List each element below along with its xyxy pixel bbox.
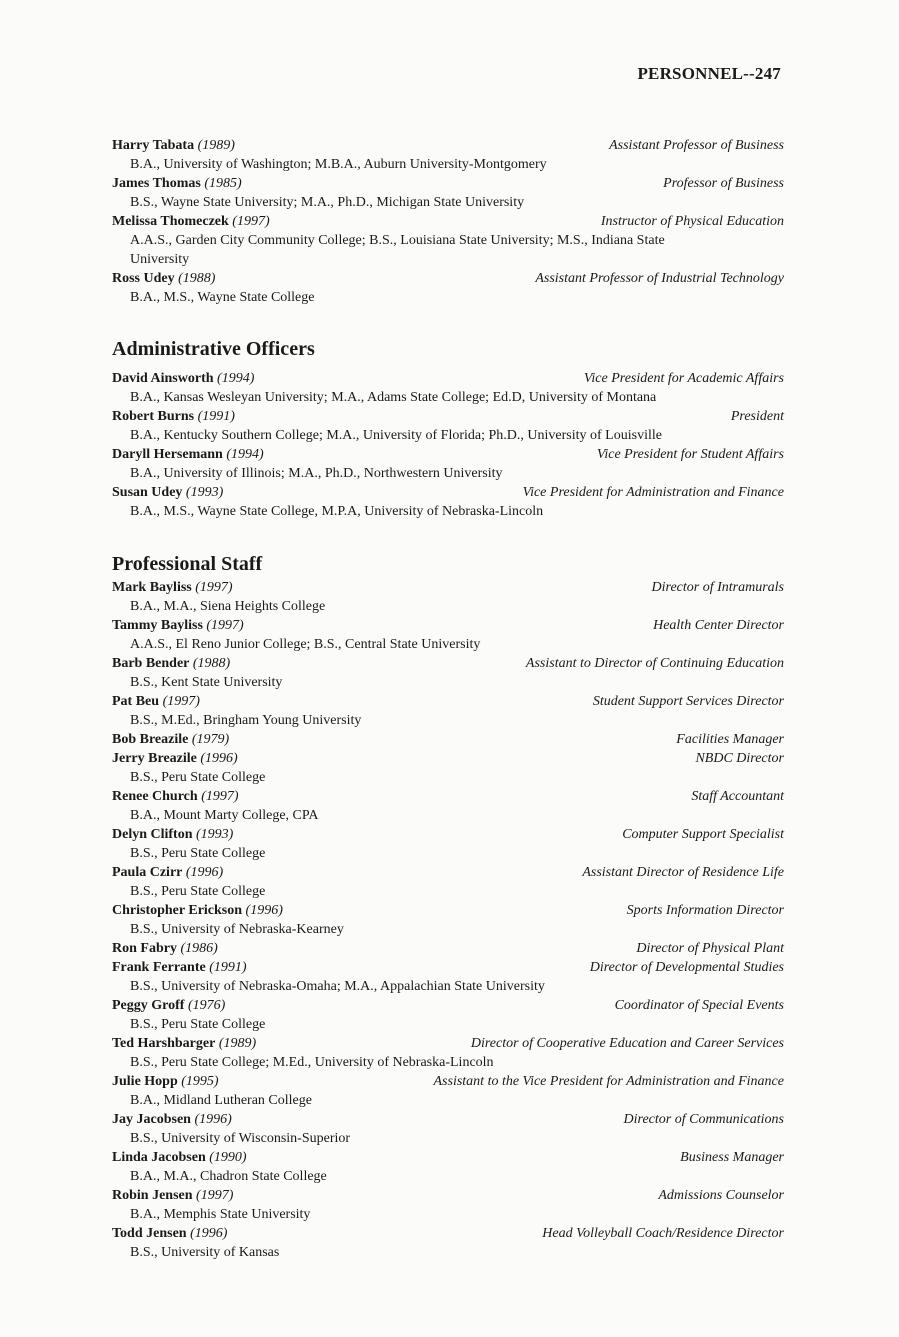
person-entry xyxy=(112,212,784,269)
person-title: Assistant Professor of Business xyxy=(609,138,784,153)
person-name: Julie Hopp xyxy=(112,1074,178,1089)
person-name-year xyxy=(112,730,229,749)
person-title: Student Support Services Director xyxy=(592,694,784,709)
person-name-year xyxy=(112,939,218,958)
administrative-officers-section xyxy=(112,338,784,521)
entry-list xyxy=(112,578,784,1262)
person-row xyxy=(112,445,784,464)
person-degrees: B.A., Mount Marty College, CPA xyxy=(130,808,319,823)
person-degrees: B.A., Midland Lutheran College xyxy=(130,1093,312,1108)
person-title: Director of Physical Plant xyxy=(636,941,784,956)
person-degrees: University xyxy=(130,252,190,267)
person-year: (1990) xyxy=(209,1150,247,1165)
person-name-year xyxy=(112,616,244,635)
person-entry xyxy=(112,863,784,901)
person-row xyxy=(112,616,784,635)
faculty-continued-list xyxy=(112,136,784,307)
person-row xyxy=(112,369,784,388)
entry-list xyxy=(112,369,784,521)
person-entry xyxy=(112,749,784,787)
person-row xyxy=(112,1110,784,1129)
person-degrees: B.A., Memphis State University xyxy=(130,1207,311,1222)
person-row xyxy=(112,901,784,920)
person-year: (1996) xyxy=(185,865,224,880)
person-year: (1989) xyxy=(218,1036,257,1051)
person-year: (1997) xyxy=(232,214,270,229)
person-row xyxy=(112,136,784,155)
person-entry xyxy=(112,1110,784,1148)
person-entry xyxy=(112,901,784,939)
person-name: Frank Ferrante xyxy=(112,960,206,975)
person-title: Assistant to Director of Continuing Education xyxy=(525,656,784,671)
section-heading: Professional Staff xyxy=(112,553,263,575)
person-entry xyxy=(112,730,784,749)
person-degrees: B.A., Kansas Wesleyan University; M.A., Adams State College; Ed.D, University of Montana xyxy=(130,390,657,405)
person-year: (1996) xyxy=(190,1226,228,1241)
person-row xyxy=(112,749,784,768)
person-title: Instructor of Physical Education xyxy=(600,214,784,229)
person-name: Paula Czirr xyxy=(112,865,183,880)
person-entry xyxy=(112,692,784,730)
person-row xyxy=(112,654,784,673)
person-name-year xyxy=(112,958,247,977)
person-entry xyxy=(112,1072,784,1110)
person-row xyxy=(112,407,784,426)
person-title: Staff Accountant xyxy=(691,789,784,804)
person-degrees: A.A.S., Garden City Community College; B.S., Louisiana State University; M.S., Indiana State xyxy=(130,233,665,248)
person-year: (1991) xyxy=(209,960,247,975)
person-year: (1996) xyxy=(245,903,283,918)
person-title: Professor of Business xyxy=(663,176,784,191)
section-heading: Administrative Officers xyxy=(112,338,315,360)
person-name-year xyxy=(112,863,223,882)
person-title: Vice President for Academic Affairs xyxy=(583,371,784,386)
person-name-year xyxy=(112,901,283,920)
person-entry xyxy=(112,407,784,445)
person-name-year xyxy=(112,578,233,597)
person-title: Director of Developmental Studies xyxy=(589,960,784,975)
person-year: (1979) xyxy=(191,732,230,747)
person-title: Vice President for Administration and Finance xyxy=(522,485,784,500)
person-row xyxy=(112,1186,784,1205)
person-entry xyxy=(112,825,784,863)
person-name-year xyxy=(112,1186,233,1205)
person-name-year xyxy=(112,269,215,288)
person-row xyxy=(112,212,784,231)
person-title: NBDC Director xyxy=(695,751,784,766)
person-name-year xyxy=(112,1072,219,1091)
person-title: Vice President for Student Affairs xyxy=(596,447,784,462)
person-title: Computer Support Specialist xyxy=(622,827,784,842)
person-row xyxy=(112,939,784,958)
person-name: Robin Jensen xyxy=(112,1188,193,1203)
person-degrees: B.S., University of Kansas xyxy=(130,1245,280,1260)
person-degrees: B.S., Peru State College xyxy=(130,846,266,861)
person-name-year xyxy=(112,136,235,155)
person-degrees: B.A., M.A., Siena Heights College xyxy=(130,599,326,614)
person-name: David Ainsworth xyxy=(112,371,214,386)
person-name: Ross Udey xyxy=(112,271,175,286)
person-entry xyxy=(112,996,784,1034)
person-year: (1986) xyxy=(180,941,218,956)
person-title: Assistant to the Vice President for Administration and Finance xyxy=(433,1074,784,1089)
person-name-year xyxy=(112,749,238,768)
person-title: President xyxy=(730,409,784,424)
person-name: Tammy Bayliss xyxy=(112,618,203,633)
person-year: (1993) xyxy=(185,485,224,500)
person-name: Renee Church xyxy=(112,789,198,804)
person-title: Business Manager xyxy=(680,1150,784,1165)
person-name-year xyxy=(112,445,264,464)
person-year: (1997) xyxy=(201,789,239,804)
person-entry xyxy=(112,616,784,654)
person-name-year xyxy=(112,1148,247,1167)
person-name: Harry Tabata xyxy=(112,138,195,153)
person-name-year xyxy=(112,369,254,388)
person-year: (1994) xyxy=(217,371,255,386)
person-degrees: B.S., M.Ed., Bringham Young University xyxy=(130,713,362,728)
person-name: Delyn Clifton xyxy=(112,827,193,842)
person-name-year xyxy=(112,174,242,193)
person-year: (1988) xyxy=(192,656,231,671)
person-title: Admissions Counselor xyxy=(658,1188,784,1203)
person-entry xyxy=(112,1034,784,1072)
person-title: Coordinator of Special Events xyxy=(614,998,784,1013)
person-degrees: B.S., University of Wisconsin-Superior xyxy=(130,1131,351,1146)
professional-staff-section xyxy=(112,553,784,1262)
person-row xyxy=(112,483,784,502)
person-degrees: B.S., Peru State College; M.Ed., University of Nebraska-Lincoln xyxy=(130,1055,494,1070)
person-name-year xyxy=(112,1034,256,1053)
person-row xyxy=(112,1034,784,1053)
person-degrees: B.A., Kentucky Southern College; M.A., University of Florida; Ph.D., University of Louisville xyxy=(130,428,662,443)
person-row xyxy=(112,825,784,844)
person-degrees: A.A.S., El Reno Junior College; B.S., Central State University xyxy=(130,637,481,652)
person-title: Sports Information Director xyxy=(626,903,784,918)
person-year: (1997) xyxy=(195,580,233,595)
person-entry xyxy=(112,369,784,407)
person-entry xyxy=(112,578,784,616)
person-entry xyxy=(112,483,784,521)
person-name-year xyxy=(112,212,270,231)
person-name: Robert Burns xyxy=(112,409,195,424)
person-degrees: B.S., Peru State College xyxy=(130,1017,266,1032)
person-name: Ron Fabry xyxy=(112,941,177,956)
person-row xyxy=(112,1224,784,1243)
person-row xyxy=(112,863,784,882)
person-entry xyxy=(112,136,784,174)
person-name: Melissa Thomeczek xyxy=(112,214,229,229)
person-entry xyxy=(112,958,784,996)
person-name: Daryll Hersemann xyxy=(112,447,223,462)
person-name: Peggy Groff xyxy=(112,998,185,1013)
person-entry xyxy=(112,445,784,483)
person-year: (1991) xyxy=(197,409,235,424)
person-degrees: B.S., University of Nebraska-Omaha; M.A., Appalachian State University xyxy=(130,979,545,994)
person-entry xyxy=(112,1186,784,1224)
person-name: Jerry Breazile xyxy=(112,751,197,766)
person-year: (1997) xyxy=(162,694,200,709)
running-head: PERSONNEL--247 xyxy=(637,64,781,83)
person-row xyxy=(112,730,784,749)
person-name: Mark Bayliss xyxy=(112,580,192,595)
person-name: Christopher Erickson xyxy=(112,903,243,918)
person-name-year xyxy=(112,654,230,673)
person-year: (1996) xyxy=(200,751,238,766)
person-year: (1989) xyxy=(197,138,235,153)
person-entry xyxy=(112,654,784,692)
person-name-year xyxy=(112,483,223,502)
person-degrees: B.A., M.A., Chadron State College xyxy=(130,1169,327,1184)
person-title: Assistant Professor of Industrial Technology xyxy=(535,271,784,286)
person-name-year xyxy=(112,996,225,1015)
person-degrees: B.A., M.S., Wayne State College, M.P.A, University of Nebraska-Lincoln xyxy=(130,504,544,519)
person-row xyxy=(112,1072,784,1091)
person-year: (1996) xyxy=(194,1112,232,1127)
person-name: Jay Jacobsen xyxy=(112,1112,191,1127)
person-year: (1988) xyxy=(178,271,216,286)
person-name: James Thomas xyxy=(112,176,201,191)
person-row xyxy=(112,692,784,711)
person-title: Health Center Director xyxy=(653,618,784,633)
person-name: Bob Breazile xyxy=(112,732,189,747)
person-year: (1997) xyxy=(206,618,244,633)
person-year: (1985) xyxy=(204,176,242,191)
person-name: Linda Jacobsen xyxy=(112,1150,206,1165)
person-name-year xyxy=(112,787,239,806)
person-row xyxy=(112,1148,784,1167)
person-entry xyxy=(112,787,784,825)
person-degrees: B.S., Kent State University xyxy=(130,675,283,690)
person-title: Assistant Director of Residence Life xyxy=(582,865,784,880)
person-entry xyxy=(112,269,784,307)
person-year: (1994) xyxy=(226,447,264,462)
person-title: Director of Cooperative Education and Career Services xyxy=(470,1036,784,1051)
person-name: Barb Bender xyxy=(112,656,190,671)
person-entry xyxy=(112,174,784,212)
person-row xyxy=(112,958,784,977)
person-row xyxy=(112,996,784,1015)
person-row xyxy=(112,787,784,806)
person-title: Facilities Manager xyxy=(676,732,784,747)
person-year: (1976) xyxy=(187,998,226,1013)
person-row xyxy=(112,269,784,288)
person-entry xyxy=(112,939,784,958)
person-title: Director of Intramurals xyxy=(651,580,784,595)
person-title: Head Volleyball Coach/Residence Director xyxy=(542,1226,784,1241)
person-name-year xyxy=(112,407,235,426)
person-name: Susan Udey xyxy=(112,485,183,500)
person-name: Ted Harshbarger xyxy=(112,1036,216,1051)
person-degrees: B.S., Peru State College xyxy=(130,884,266,899)
person-year: (1993) xyxy=(196,827,234,842)
person-year: (1997) xyxy=(196,1188,234,1203)
person-degrees: B.A., University of Illinois; M.A., Ph.D., Northwestern University xyxy=(130,466,503,481)
person-name-year xyxy=(112,692,200,711)
person-year: (1995) xyxy=(181,1074,219,1089)
person-entry xyxy=(112,1224,784,1262)
person-name: Todd Jensen xyxy=(112,1226,187,1241)
person-entry xyxy=(112,1148,784,1186)
person-row xyxy=(112,578,784,597)
person-degrees: B.A., M.S., Wayne State College xyxy=(130,290,315,305)
person-name-year xyxy=(112,1224,227,1243)
person-degrees: B.A., University of Washington; M.B.A., Auburn University-Montgomery xyxy=(130,157,547,172)
person-degrees: B.S., Peru State College xyxy=(130,770,266,785)
person-row xyxy=(112,174,784,193)
person-name-year xyxy=(112,1110,232,1129)
person-degrees: B.S., University of Nebraska-Kearney xyxy=(130,922,344,937)
person-degrees: B.S., Wayne State University; M.A., Ph.D., Michigan State University xyxy=(130,195,525,210)
person-title: Director of Communications xyxy=(623,1112,784,1127)
person-name-year xyxy=(112,825,233,844)
entry-list xyxy=(112,136,784,307)
person-name: Pat Beu xyxy=(112,694,160,709)
